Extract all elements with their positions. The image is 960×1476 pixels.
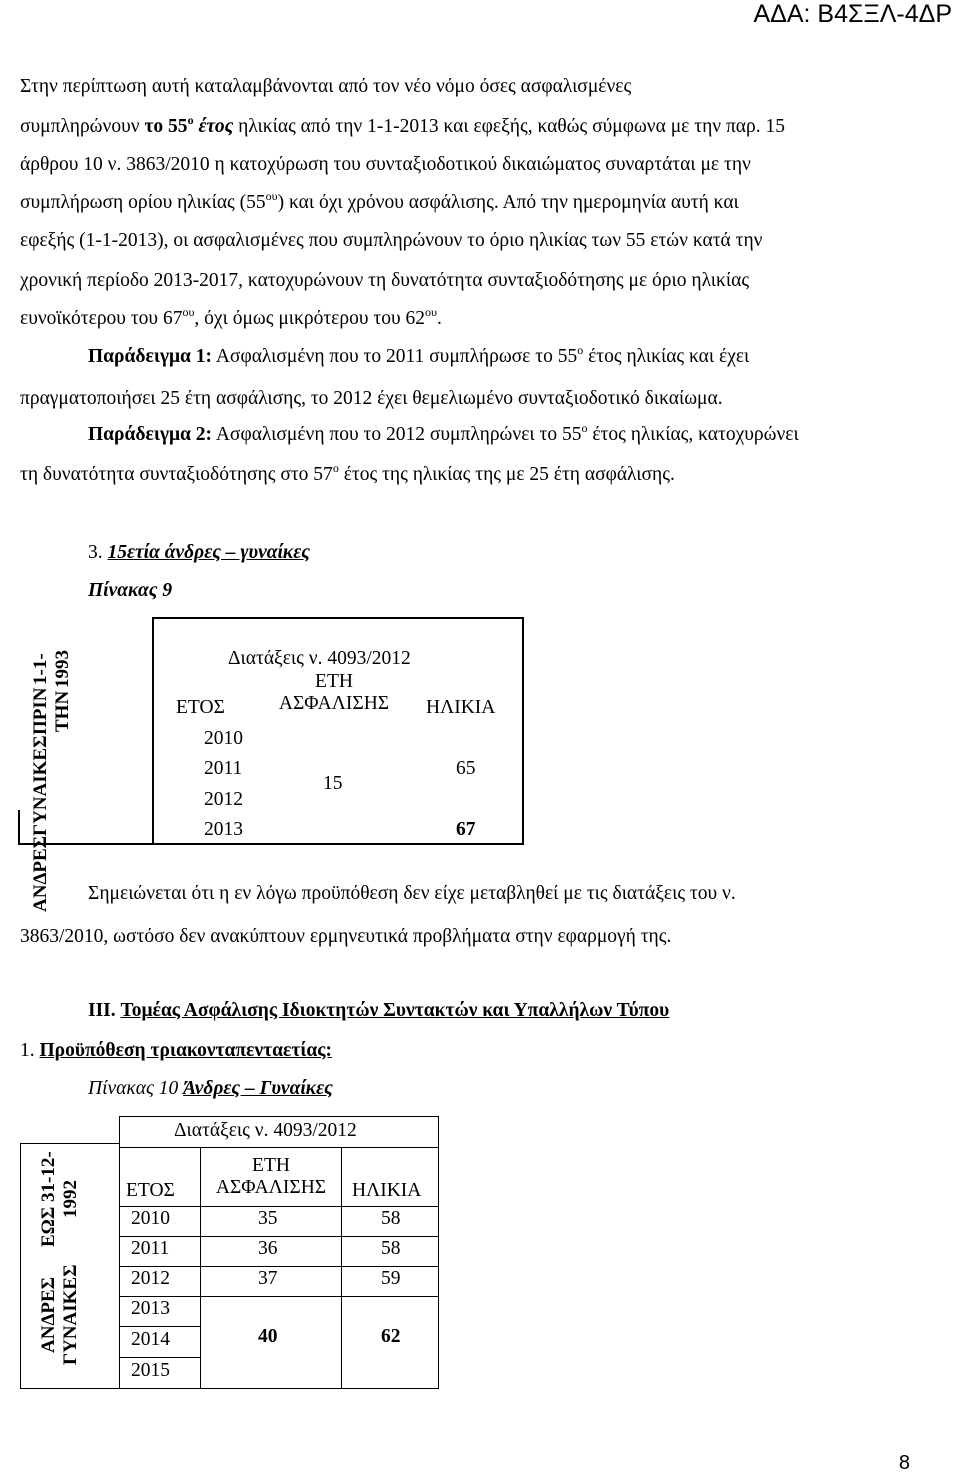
section-number: 1. (20, 1040, 40, 1061)
paragraph-line (20, 230, 910, 252)
table-cell-age: 67 (456, 819, 476, 840)
table-cell-age: 59 (381, 1268, 401, 1289)
paragraph-line (20, 154, 910, 176)
side-label-line: ΑΝΔΡΕΣ (30, 835, 51, 913)
superscript: ο (187, 112, 194, 127)
example-label: Παράδειγμα 2: (88, 424, 213, 445)
text: ηλικίας από την 1-1-2013 και εφεξής, καθώς σύμφωνα με την παρ. 15 (233, 116, 785, 137)
side-label-line: ΕΩΣ 31-12-1992 (38, 1151, 81, 1248)
column-header-insurance-years (269, 671, 399, 715)
table-subtitle: Άνδρες – Γυναίκες (183, 1078, 333, 1099)
section-title: Προϋπόθεση τριακονταπενταετίας: (39, 1040, 332, 1061)
section-title: Τομέας Ασφάλισης Ιδιοκτητών Συντακτών και Υπαλλήλων Τύπου (120, 1000, 670, 1021)
column-header-year: ΕΤΟΣ (176, 697, 225, 718)
header-line: ΕΤΗ (315, 671, 353, 692)
provisions-label: Διατάξεις ν. 4093/2012 (174, 1120, 357, 1141)
table-cell-insurance-years: 36 (258, 1238, 278, 1259)
header-line: ΑΣΦΑΛΙΣΗΣ (278, 693, 390, 714)
header-line: ΕΤΗ (252, 1155, 290, 1176)
table-cell-year: 2010 (131, 1208, 170, 1229)
table-cell-year: 2015 (131, 1360, 170, 1381)
text: έτος της ηλικίας της με 25 έτη ασφάλισης. (338, 464, 675, 485)
paragraph-line (20, 188, 739, 214)
side-label-line: ΠΡΙΝ ΤΗΝ (30, 687, 73, 736)
table-9-title: Πίνακας 9 (88, 580, 173, 601)
column-header-year: ΕΤΟΣ (126, 1180, 175, 1201)
column-header-insurance-years (201, 1155, 341, 1199)
page-number: 8 (898, 1452, 910, 1474)
text: συμπλήρωση ορίου ηλικίας (55 (20, 192, 266, 213)
text: τη δυνατότητα συνταξιοδότησης στο 57 (20, 464, 333, 485)
text: πραγματοποιήσει 25 έτη ασφάλισης, το 2012 έχει θεμελιωμένο συνταξιοδοτικό δικαίωμα. (20, 388, 723, 409)
text: συμπληρώνουν (20, 116, 145, 137)
table-cell-age: 58 (381, 1238, 401, 1259)
paragraph-line (20, 388, 723, 410)
table-cell-year: 2014 (131, 1329, 170, 1350)
text: Ασφαλισμένη που το 2012 συμπληρώνει το 55 (212, 424, 582, 445)
table-cell-insurance-years: 37 (258, 1268, 278, 1289)
table-cell-age: 65 (456, 758, 476, 779)
text: ευνοϊκότερου του 67 (20, 308, 183, 329)
text: εφεξής (1-1-2013), οι ασφαλισμένες που συμπληρώνουν το όριο ηλικίας των 55 ετών κατά την (20, 230, 763, 251)
paragraph-line (20, 304, 442, 330)
paragraph-line (20, 270, 910, 292)
column-header-age: ΗΛΙΚΙΑ (426, 697, 496, 718)
table-title: Πίνακας 10 (88, 1078, 179, 1099)
table-cell-age: 62 (381, 1326, 401, 1347)
table-cell-insurance-years: 15 (323, 773, 343, 794)
superscript: ου (182, 304, 195, 319)
table-cell-age: 58 (381, 1208, 401, 1229)
subsection-1-heading (20, 1040, 332, 1062)
text: άρθρου 10 ν. 3863/2010 η κατοχύρωση του συνταξιοδοτικού δικαιώματος συναρτάται με την (20, 154, 751, 175)
text: χρονική περίοδο 2013-2017, κατοχυρώνουν τη δυνατότητα συνταξιοδότησης με όριο ηλικίας (20, 270, 750, 291)
bold-text: το 55 (144, 116, 188, 137)
example-2 (88, 420, 799, 446)
text: . (436, 308, 442, 329)
paragraph-line (20, 112, 910, 138)
column-header-age: ΗΛΙΚΙΑ (352, 1180, 422, 1201)
superscript: ο (581, 420, 588, 435)
superscript: ου (425, 304, 437, 319)
table-cell-insurance-years: 35 (258, 1208, 278, 1229)
provisions-label: Διατάξεις ν. 4093/2012 (228, 648, 411, 669)
text: , όχι όμως μικρότερου του 62 (194, 308, 425, 329)
section-number: III. (88, 1000, 121, 1021)
example-label: Παράδειγμα 1: (88, 346, 213, 367)
table-cell-year: 2012 (204, 789, 243, 810)
table-9-side-label (30, 649, 140, 913)
text: Ασφαλισμένη που το 2011 συμπλήρωσε το 55 (212, 346, 578, 367)
table-10-side-label (38, 1150, 102, 1382)
text: Σημειώνεται ότι η εν λόγω προϋπόθεση δεν είχε μεταβληθεί με τις διατάξεις του ν. (88, 883, 736, 904)
side-label-line: 1-1-1993 (30, 649, 73, 688)
note-line (88, 883, 910, 905)
superscript: ου (265, 188, 278, 203)
example-1 (88, 342, 750, 368)
table-cell-year: 2013 (131, 1298, 170, 1319)
text: έτος ηλικίας και έχει (583, 346, 750, 367)
table-cell-year: 2011 (131, 1238, 170, 1259)
table-cell-year: 2013 (204, 819, 243, 840)
section-3-heading (88, 542, 310, 564)
paragraph-line (20, 76, 910, 98)
section-III-heading (88, 1000, 669, 1022)
bold-italic-text: έτος (193, 116, 234, 137)
section-number: 3. (88, 542, 108, 563)
side-label-line: ΓΥΝΑΙΚΕΣ (30, 735, 51, 836)
paragraph-line (20, 460, 675, 486)
table-cell-year: 2010 (204, 728, 243, 749)
text: έτος ηλικίας, κατοχυρώνει (587, 424, 799, 445)
table-cell-insurance-years: 40 (258, 1326, 278, 1347)
side-label-line: ΑΝΔΡΕΣ ΓΥΝΑΙΚΕΣ (38, 1264, 81, 1366)
header-line: ΑΣΦΑΛΙΣΗΣ (215, 1177, 327, 1198)
note-line (20, 926, 671, 948)
text: 3863/2010, ωστόσο δεν ανακύπτουν ερμηνευτικά προβλήματα στην εφαρμογή της. (20, 926, 672, 947)
table-cell-year: 2012 (131, 1268, 170, 1289)
superscript: ο (577, 342, 584, 357)
ada-code: ΑΔΑ: Β4ΣΞΛ-4ΔΡ (753, 0, 952, 28)
text: ) και όχι χρόνου ασφάλισης. Από την ημερομηνία αυτή και (277, 192, 739, 213)
superscript: ο (332, 460, 339, 475)
table-cell-year: 2011 (204, 758, 243, 779)
text: Στην περίπτωση αυτή καταλαμβάνονται από τον νέο νόμο όσες ασφαλισμένες (20, 76, 632, 97)
table-10-title (88, 1078, 333, 1100)
section-title: 15ετία άνδρες – γυναίκες (107, 542, 310, 563)
